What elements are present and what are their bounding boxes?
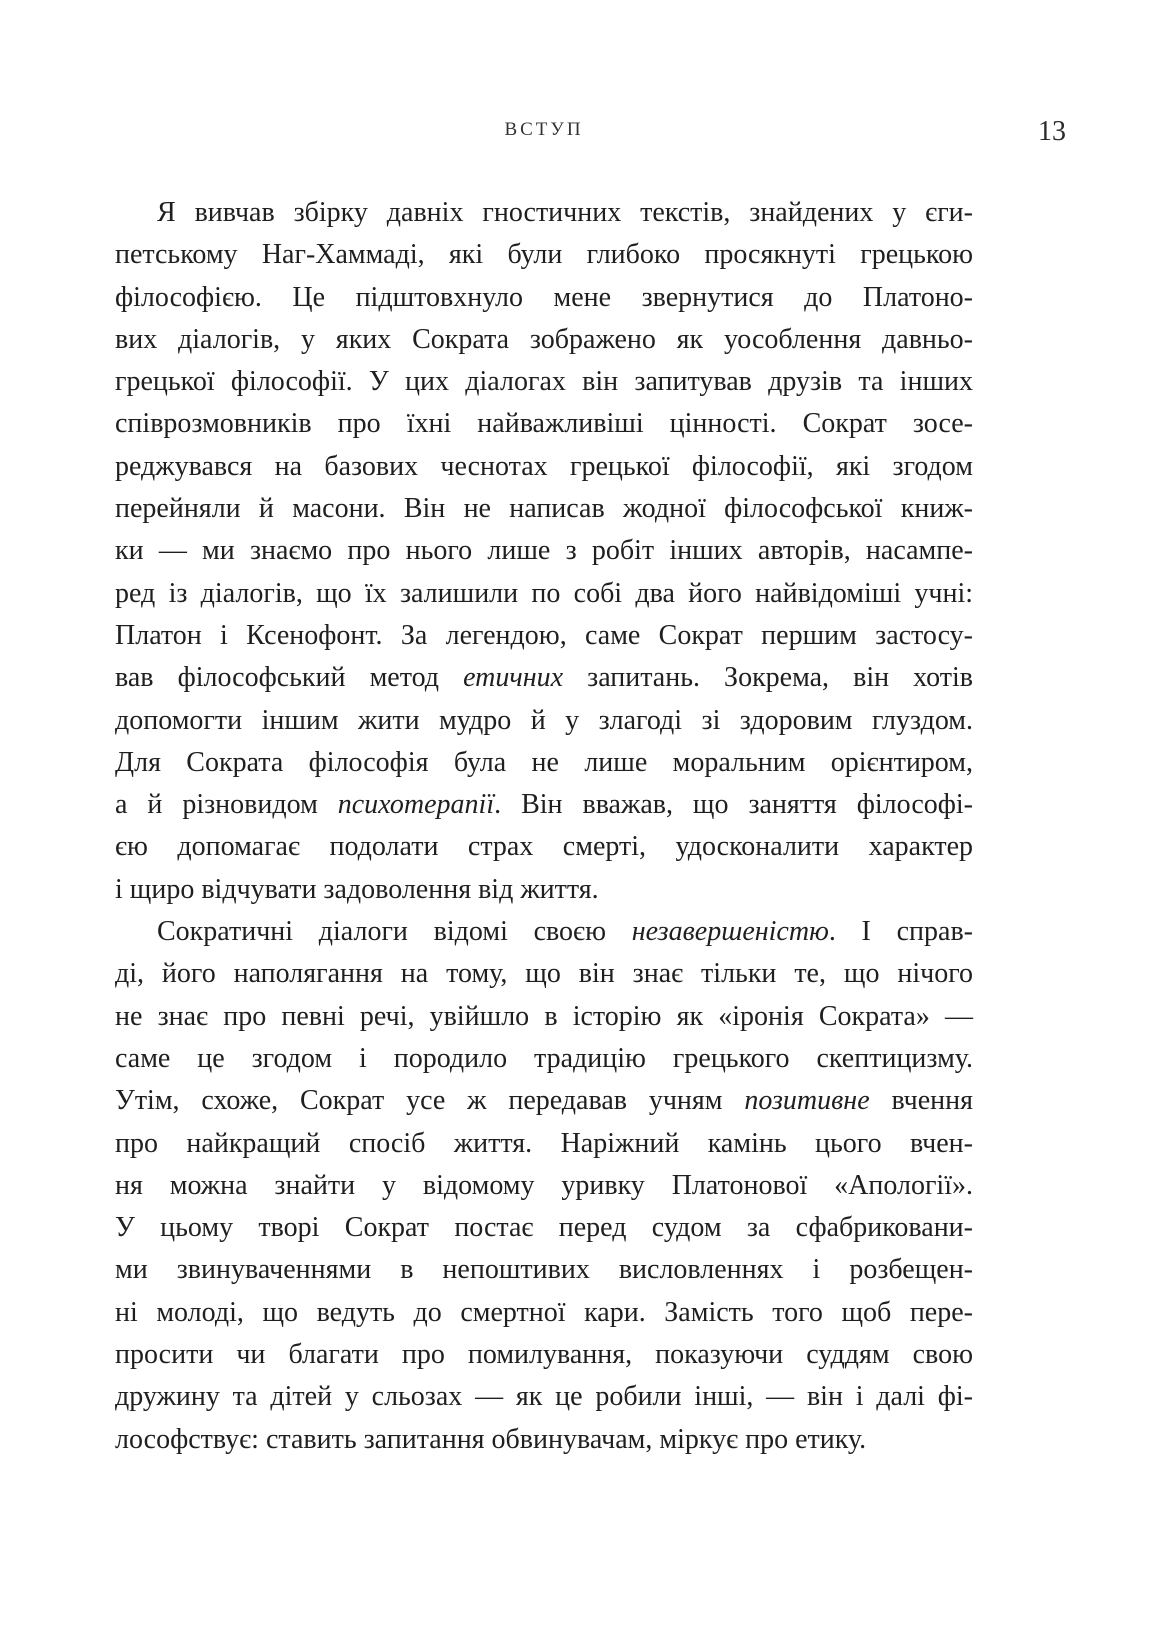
text-segment: ред із діалогів, що їх залишили по собі два його найвідоміші учні:	[115, 577, 973, 609]
text-segment: Платон і Ксенофонт. За легендою, саме Сократ першим застосу-	[115, 619, 973, 651]
text-line	[115, 996, 973, 1038]
text-line	[115, 700, 973, 742]
text-segment: Я вивчав збірку давніх гностичних текстів, знайдених у єги-	[157, 197, 973, 228]
text-line	[115, 1080, 973, 1122]
text-line	[115, 319, 973, 361]
paragraph	[115, 911, 973, 1461]
text-line	[115, 1419, 973, 1461]
text-segment: лософствує: ставить запитання обвинувачам, міркує про етику.	[115, 1423, 867, 1455]
page-number: 13	[1038, 116, 1066, 147]
text-line	[115, 869, 973, 911]
text-line	[115, 911, 973, 953]
text-line	[115, 361, 973, 403]
text-segment: про найкращий спосіб життя. Наріжний камінь цього вчен-	[115, 1127, 973, 1159]
body-text	[115, 192, 973, 1461]
text-segment: Утім, схоже, Сократ усе ж передавав учням	[115, 1085, 745, 1117]
text-segment: запитань. Зокрема, він хотів	[563, 662, 973, 694]
text-line	[115, 1249, 973, 1291]
text-line	[115, 1123, 973, 1165]
text-line	[115, 953, 973, 995]
text-segment: ня можна знайти у відомому уривку Платонової «Апології».	[115, 1169, 973, 1201]
text-segment: . Він вважав, що заняття філософі-	[494, 789, 974, 821]
text-line	[115, 192, 973, 234]
text-line	[115, 1165, 973, 1207]
text-line	[115, 446, 973, 488]
text-segment: саме це згодом і породило традицію грецького скептицизму.	[115, 1042, 973, 1074]
text-line	[115, 657, 973, 699]
text-line	[115, 784, 973, 826]
text-line	[115, 615, 973, 657]
text-segment: єю допомагає подолати страх смерті, удосконалити характер	[115, 831, 973, 863]
text-line	[115, 403, 973, 445]
text-segment: Сократичні діалоги відомі своєю	[157, 916, 632, 948]
text-line	[115, 1038, 973, 1080]
text-segment: допомогти іншим жити мудро й у злагоді зі здоровим глуздом.	[115, 704, 973, 736]
text-line	[115, 234, 973, 276]
text-line	[115, 488, 973, 530]
text-segment: У цьому творі Сократ постає перед судом за сфабриковани-	[115, 1212, 973, 1244]
text-segment: дружину та дітей у сльозах — як це робили інші, — він і далі фі-	[115, 1381, 973, 1413]
text-segment: ні молоді, що ведуть до смертної кари. Замість того щоб пере-	[115, 1296, 973, 1328]
text-segment: просити чи благати про помилування, показуючи суддям свою	[115, 1339, 973, 1371]
text-segment: . І справ-	[828, 916, 974, 948]
text-segment: ді, його наполягання на тому, що він знає тільки те, що нічого	[115, 958, 973, 990]
text-segment: ми звинуваченнями в непоштивих висловленнях і розбещен-	[115, 1254, 973, 1286]
text-line	[115, 826, 973, 868]
text-segment: реджувався на базових чеснотах грецької філософії, які згодом	[115, 450, 973, 482]
text-line	[115, 1376, 973, 1418]
text-line	[115, 530, 973, 572]
text-segment: петському Наг-Хаммаді, які були глибоко просякнуті грецькою	[115, 239, 973, 271]
italic-text: психотерапії	[337, 789, 495, 821]
text-segment: не знає про певні речі, увійшло в історію як «іронія Сократа» —	[115, 1000, 973, 1032]
text-line	[115, 1207, 973, 1249]
text-line	[115, 573, 973, 615]
paragraph	[115, 192, 973, 911]
text-segment: філософією. Це підштовхнуло мене звернутися до Платоно-	[115, 281, 973, 313]
text-line	[115, 742, 973, 784]
italic-text: незавершеністю	[631, 916, 829, 948]
text-segment: перейняли й масони. Він не написав жодної філософської книж-	[115, 493, 973, 525]
italic-text: позитивне	[744, 1085, 870, 1117]
text-segment: грецької філософії. У цих діалогах він запитував друзів та інших	[115, 366, 973, 398]
text-segment: Для Сократа філософія була не лише моральним орієнтиром,	[115, 746, 973, 778]
text-segment: вчення	[869, 1085, 973, 1117]
text-segment: вих діалогів, у яких Сократа зображено як уособлення давньо-	[115, 323, 973, 355]
text-segment: а й різновидом	[115, 789, 338, 821]
text-segment: ки — ми знаємо про нього лише з робіт інших авторів, насампе-	[115, 535, 973, 567]
text-line	[115, 1292, 973, 1334]
text-line	[115, 277, 973, 319]
italic-text: етичних	[463, 662, 564, 694]
running-head-chapter-title: ВСТУП	[504, 119, 584, 140]
text-segment: і щиро відчувати задоволення від життя.	[115, 873, 599, 905]
text-segment: співрозмовників про їхні найважливіші цінності. Сократ зосе-	[115, 408, 973, 440]
text-line	[115, 1334, 973, 1376]
text-segment: вав філософський метод	[115, 662, 464, 694]
